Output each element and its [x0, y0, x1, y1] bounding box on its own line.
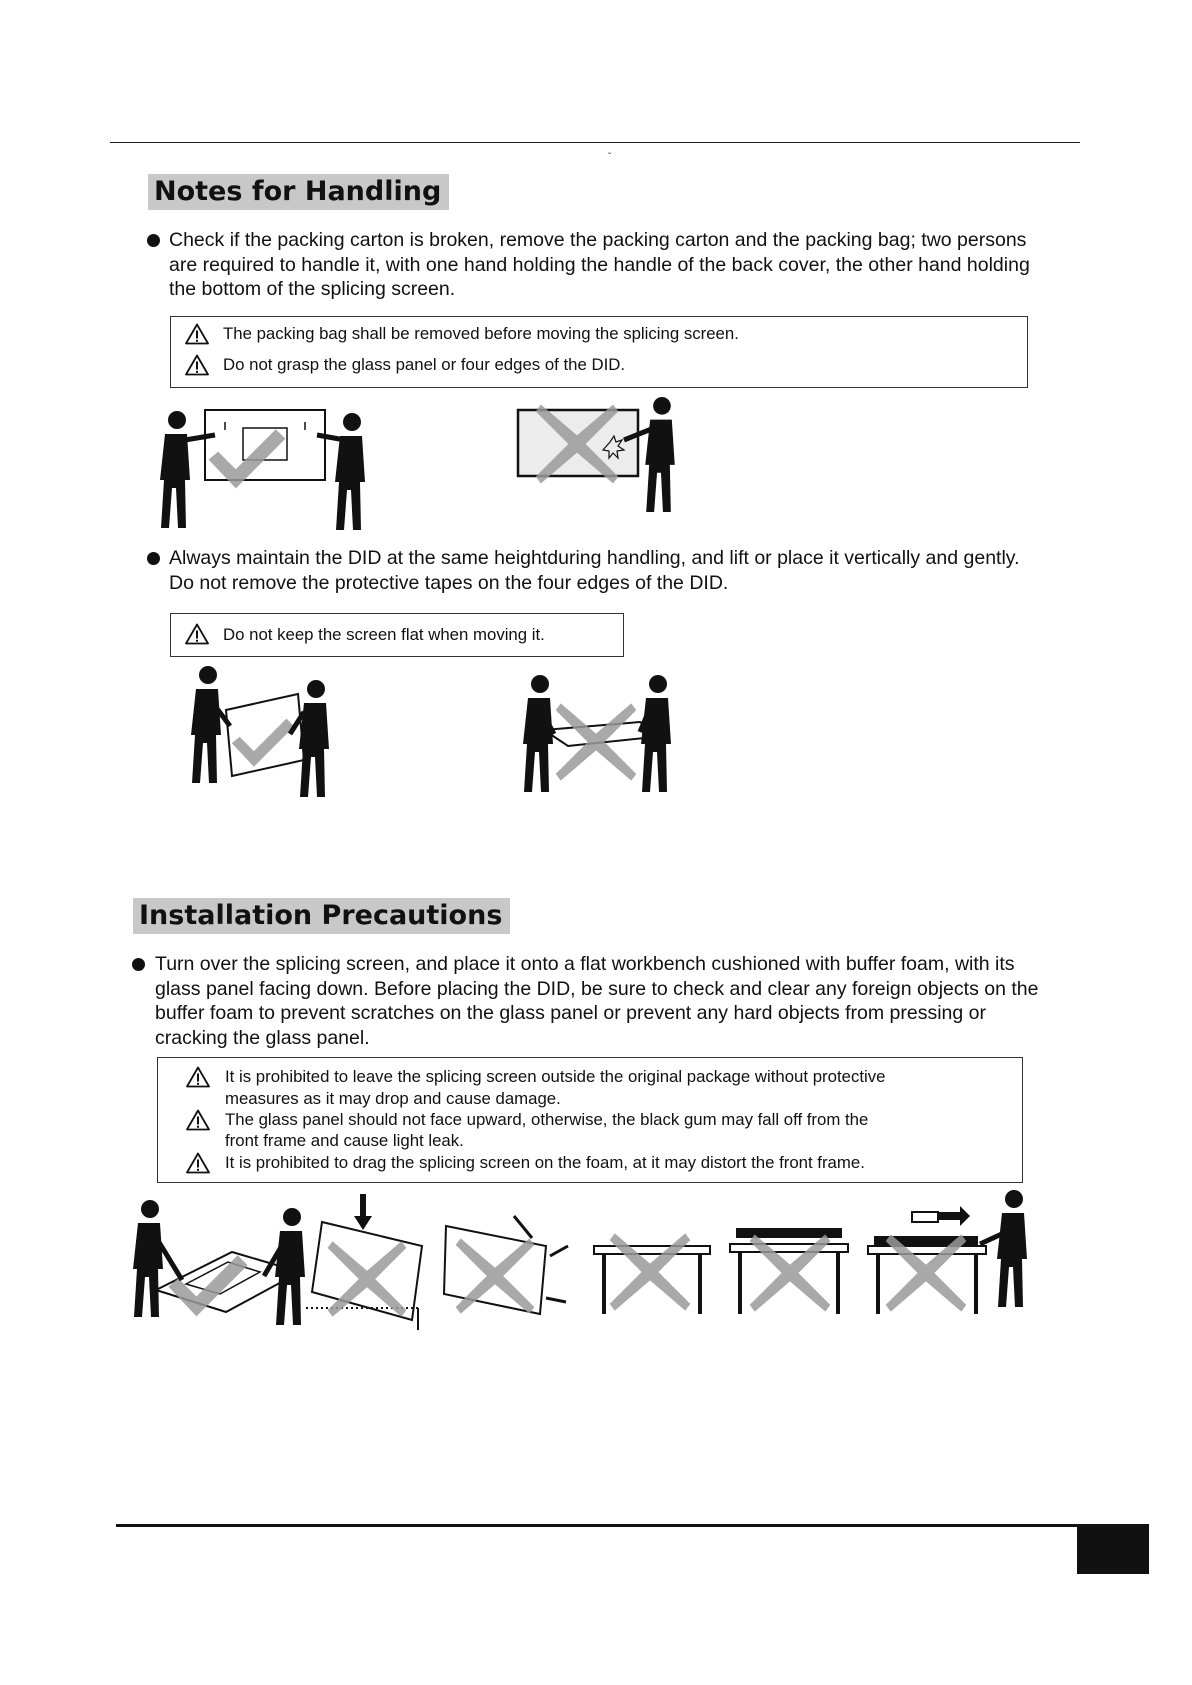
bullet-dot [147, 234, 160, 247]
page-number-tab [1077, 1524, 1149, 1574]
handling-bullet-1: Check if the packing carton is broken, remove the packing carton and the packing bag; two persons are required to handle it, with one hand holding the handle of the back cover, the other hand holding the bottom of the splicing screen. [169, 229, 1030, 300]
warning-triangle-icon [186, 1066, 210, 1088]
illustration-incorrect-drop [306, 1194, 422, 1330]
warning-text: Do not grasp the glass panel or four edges of the DID. [223, 355, 626, 374]
illustration-incorrect-grasp [514, 396, 684, 516]
illustration-correct-handling [155, 400, 375, 532]
bullet-dot [132, 958, 145, 971]
warning-triangle-icon [185, 623, 209, 645]
cross-mark-icon [610, 1233, 691, 1310]
illustration-incorrect-flat-carry [518, 674, 684, 800]
warning-triangle-icon [185, 323, 209, 345]
handling-warning-box-2 [170, 613, 624, 657]
illustration-correct-placing [133, 1200, 305, 1325]
warning-text: front frame and cause light leak. [225, 1131, 464, 1150]
warning-text: The glass panel should not face upward, otherwise, the black gum may fall off from the [225, 1110, 869, 1129]
section-heading-installation: Installation Precautions [133, 898, 510, 934]
illustration-installation-row [128, 1188, 1038, 1330]
bullet-dot [147, 552, 160, 565]
installation-bullet-1: Turn over the splicing screen, and place it onto a flat workbench cushioned with buffer foam, with its glass panel facing down. Before placing the DID, be sure to check and clear any foreign objects on the buffer foam to prevent scratches on the glass panel or prevent any hard objects from pressing or cracking the glass panel. [155, 953, 1039, 1049]
warning-text: The packing bag shall be removed before moving the splicing screen. [223, 324, 739, 343]
installation-warning-box [157, 1057, 1023, 1183]
warning-text: It is prohibited to leave the splicing screen outside the original package without protective [225, 1067, 886, 1086]
warning-text: measures as it may drop and cause damage. [225, 1089, 561, 1108]
footer-rule [116, 1524, 1078, 1527]
handling-warning-box-1 [170, 316, 1028, 388]
warning-text: Do not keep the screen flat when moving it. [223, 625, 545, 644]
illustration-incorrect-dragging [868, 1190, 1027, 1314]
handling-bullet-2: Always maintain the DID at the same heightduring handling, and lift or place it vertically and gently. Do not remove the protective tapes on the four edges of the DID. [169, 547, 1020, 594]
warning-text: It is prohibited to drag the splicing screen on the foam, at it may distort the front frame. [225, 1153, 865, 1172]
illustration-incorrect-edge-impact [444, 1216, 568, 1314]
scan-artifact-mark: ˇ [608, 152, 612, 163]
warning-triangle-icon [186, 1109, 210, 1131]
illustration-incorrect-face-up [594, 1233, 710, 1314]
header-rule [110, 142, 1080, 143]
warning-triangle-icon [185, 354, 209, 376]
illustration-correct-vertical-carry [186, 664, 346, 800]
section-heading-handling: Notes for Handling [148, 174, 449, 210]
illustration-incorrect-frame-pressure [730, 1228, 848, 1314]
warning-triangle-icon [186, 1152, 210, 1174]
